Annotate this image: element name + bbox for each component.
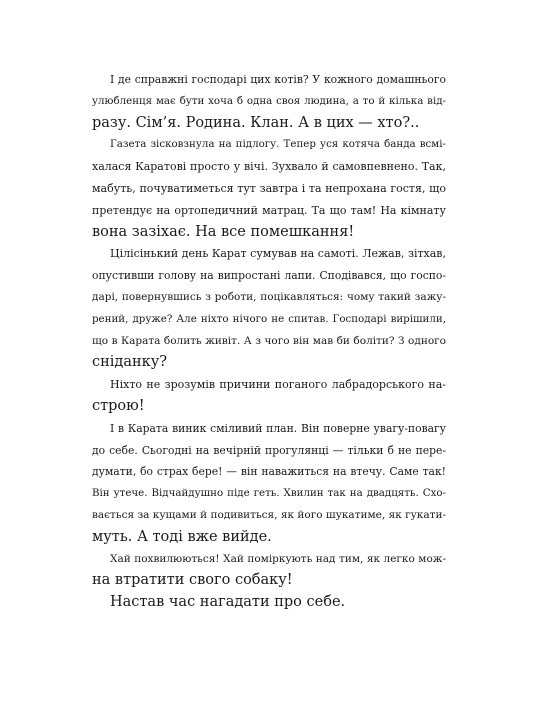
- text-line: І в Карата виник сміливий план. Він поверне увагу-повагу: [110, 421, 446, 435]
- paragraph-5: [92, 418, 446, 549]
- text-line: рений, друже? Але ніхто нічого не спитав. Господарі вирішили,: [92, 312, 446, 325]
- paragraph-4: [92, 374, 446, 418]
- text-line: Ніхто не зрозумів причини поганого лабрадорського на-: [110, 378, 446, 392]
- text-line: дарі, повернувшись з роботи, поцікавляться: чому такий зажу-: [92, 290, 446, 303]
- paragraph-1: [92, 69, 446, 134]
- paragraph-6: [92, 549, 446, 593]
- paragraph-3: [92, 243, 446, 374]
- text-line: претендує на ортопедичний матрац. Та що там! На кімнату: [92, 203, 446, 217]
- text-line: опустивши голову на випростані лапи. Сподівався, що госпо-: [92, 269, 446, 283]
- text-line: строю!: [92, 397, 145, 414]
- text-line: Настав час нагадати про себе.: [110, 594, 346, 611]
- body-text: [92, 69, 446, 614]
- text-line: Хай похвилюються! Хай поміркують над тим, як легко мож-: [110, 552, 446, 565]
- text-line: сніданку?: [92, 354, 168, 371]
- text-line: вона зазіхає. На все помешкання!: [92, 223, 355, 240]
- text-line: мабуть, почуватиметься тут завтра і та непрохана гостя, що: [92, 181, 446, 195]
- text-line: Газета зісковзнула на підлогу. Тепер уся котяча банда всмі-: [110, 138, 446, 151]
- text-line: І де справжні господарі цих котів? У кожного домашнього: [110, 73, 446, 86]
- text-line: до себе. Сьогодні на вечірній прогулянці — тільки б не пере-: [92, 443, 446, 457]
- text-line: разу. Сім’я. Родина. Клан. А в цих — хто?..: [92, 114, 420, 131]
- text-line: улюбленця має бути хоча б одна своя людина, а то й кілька від-: [92, 94, 446, 107]
- text-line: муть. А тоді вже вийде.: [92, 528, 272, 545]
- text-line: вається за кущами й подивиться, як його шукатиме, як гукати-: [92, 508, 446, 521]
- text-line: халася Каратові просто у вічі. Зухвало й самовпевнено. Так,: [92, 160, 446, 174]
- text-line: що в Карата болить живіт. А з чого він мав би боліти? З одного: [92, 334, 446, 347]
- text-line: думати, бо страх бере! — він наважиться на втечу. Саме так!: [92, 465, 446, 479]
- text-line: Він утече. Відчайдушно піде геть. Хвилин так на двадцять. Схо-: [92, 487, 446, 500]
- text-line: Цілісінький день Карат сумував на самоті. Лежав, зітхав,: [110, 247, 446, 261]
- text-line: на втратити свого собаку!: [92, 572, 293, 589]
- paragraph-7: [92, 592, 446, 614]
- paragraph-2: [92, 134, 446, 243]
